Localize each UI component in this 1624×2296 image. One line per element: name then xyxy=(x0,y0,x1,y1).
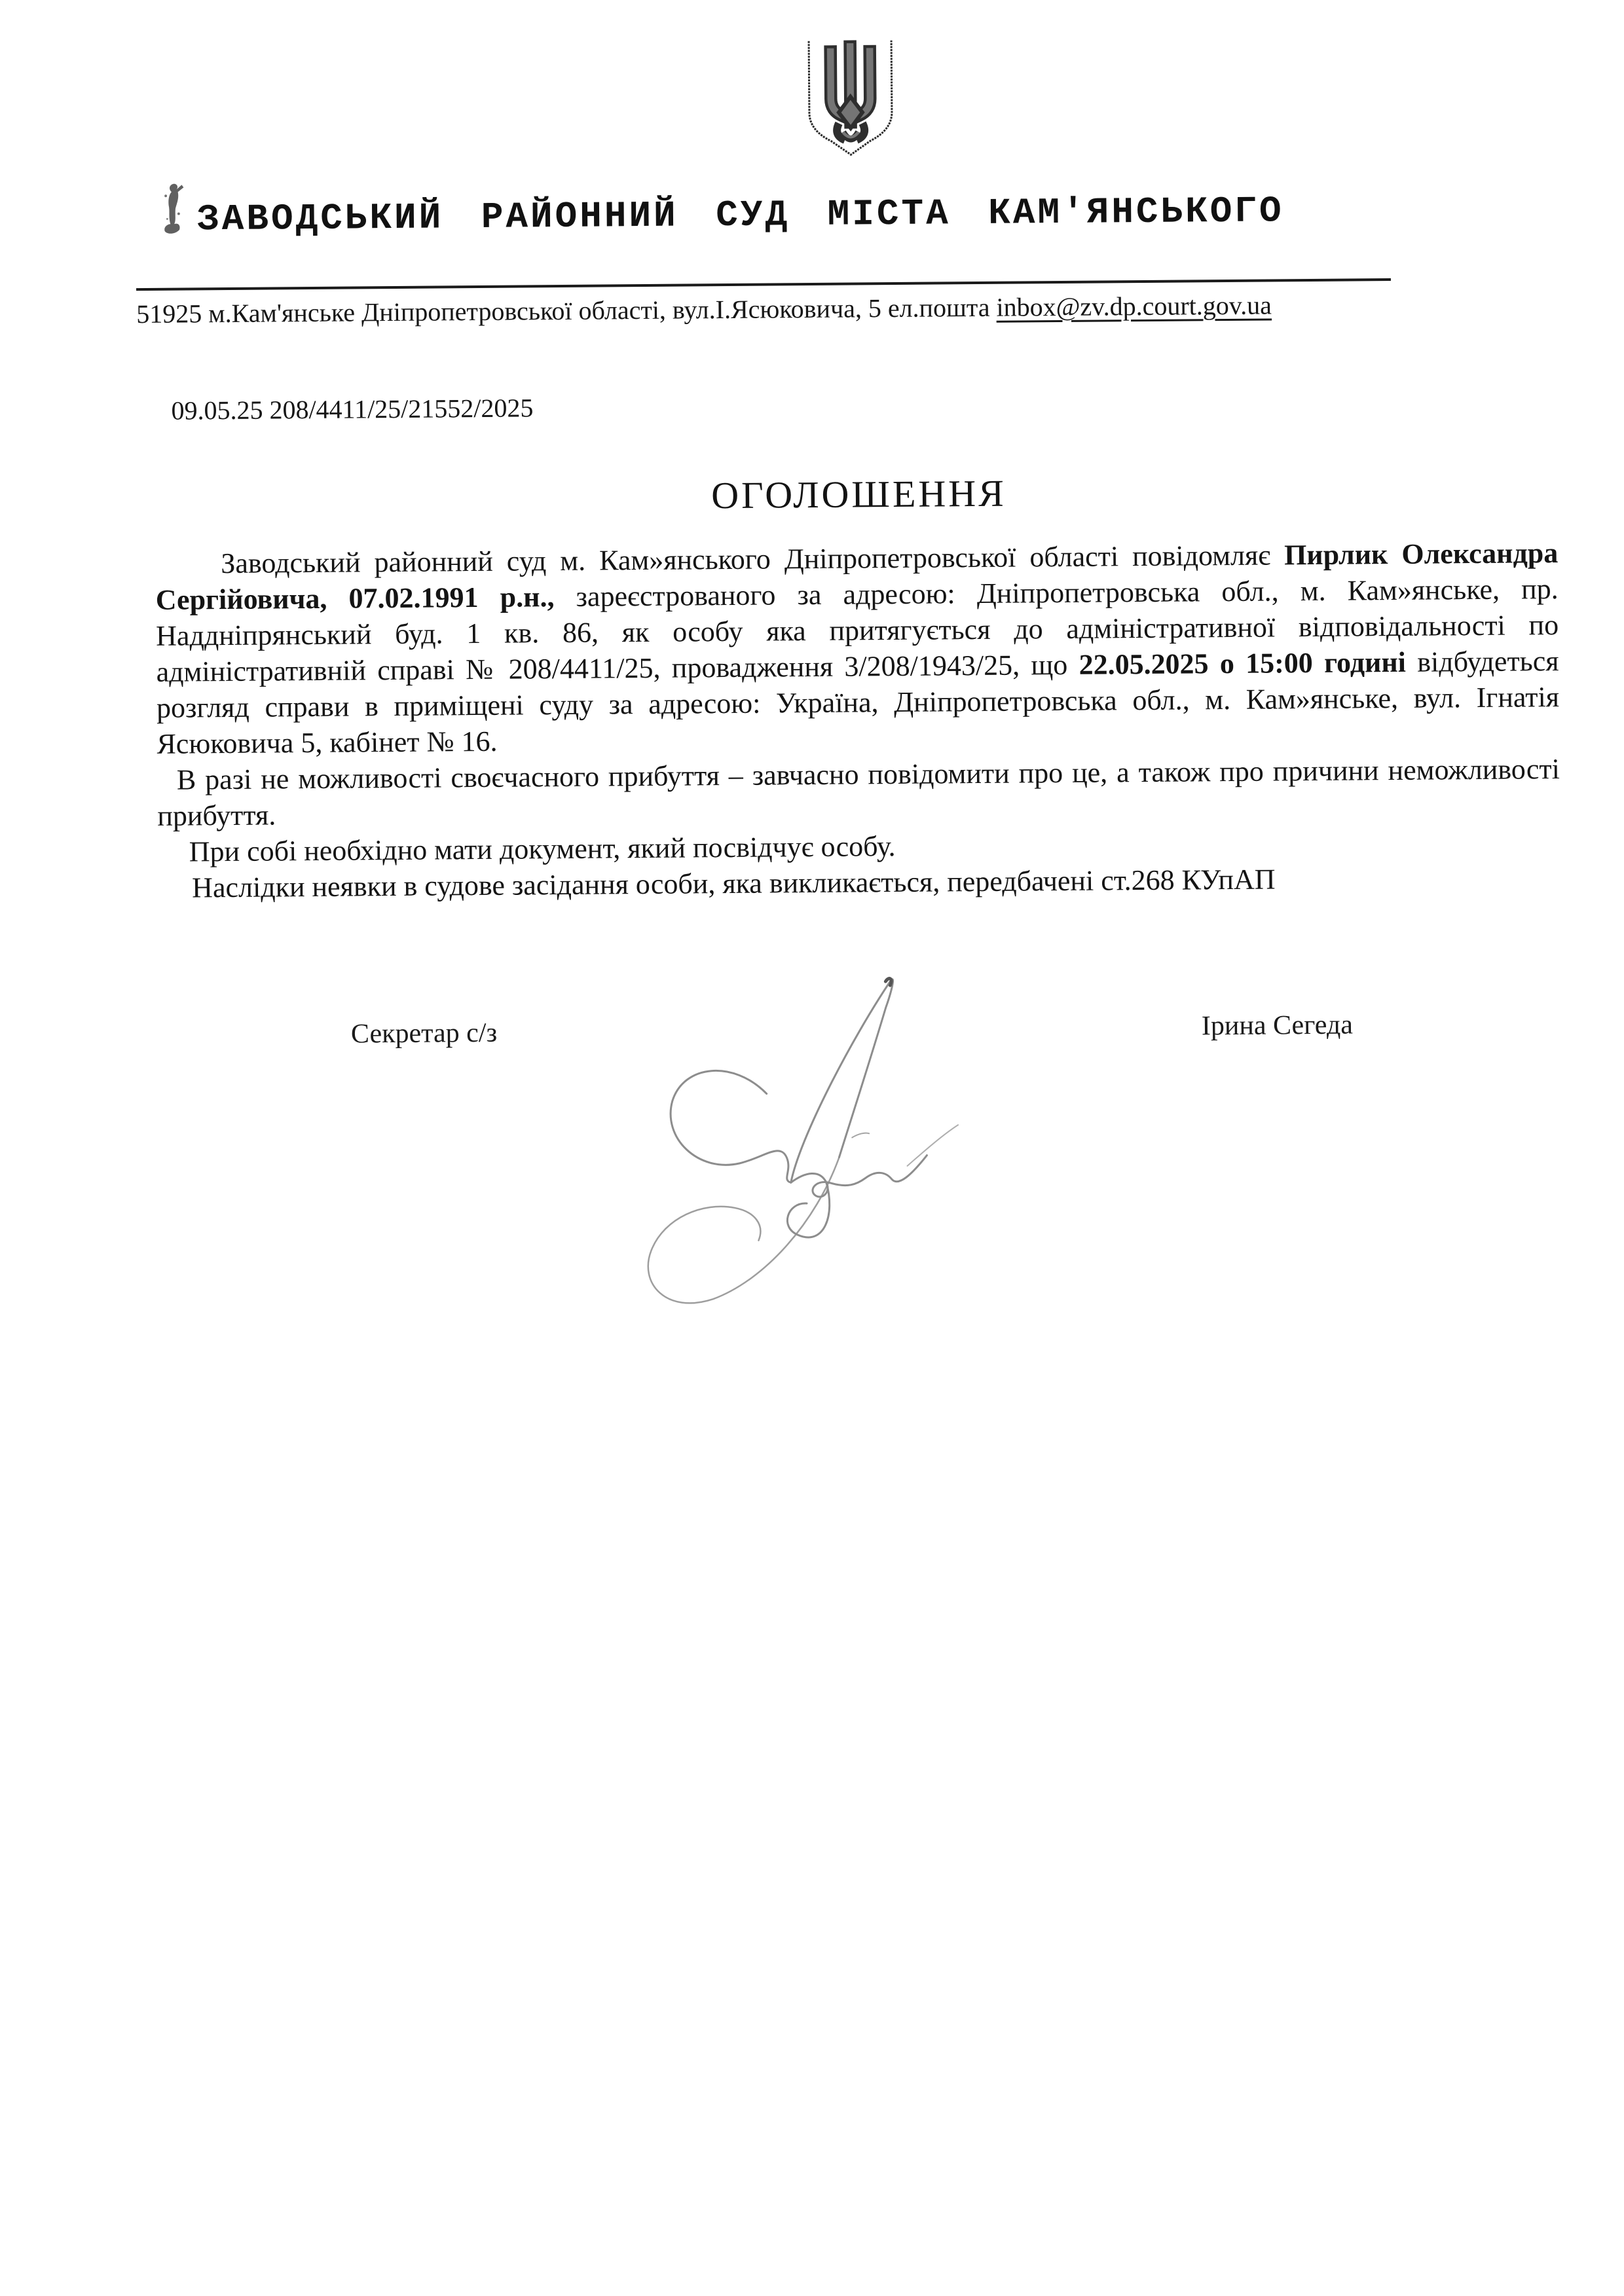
announcement-title: ОГОЛОШЕННЯ xyxy=(710,471,1007,517)
signer-name: Ірина Сегеда xyxy=(1201,1010,1354,1042)
email-address: inbox@zv.dp.court.gov.ua xyxy=(996,290,1272,322)
header-divider-line xyxy=(136,278,1391,291)
hearing-datetime-bold: 22.05.2025 о 15:00 годині xyxy=(1079,646,1407,681)
paragraph-segment: відбудеться розгляд справи в приміщені суду за адресою: Україна, Дніпропетровська обл., м. Кам»янське, вул. Ігнатія Ясюковича 5, кабінет № 16. xyxy=(156,645,1560,760)
ukraine-trident-emblem-icon xyxy=(801,37,900,161)
address-line xyxy=(136,287,1524,329)
secretary-role-label: Секретар с/з xyxy=(350,1017,498,1049)
defendant-name-bold: Пирлик Олександра Сергійовича, 07.02.1991 р.н., xyxy=(155,537,1559,616)
paragraph-id-document: При собі необхідно мати документ, який посвідчує особу. xyxy=(189,830,896,868)
themis-figurine-icon xyxy=(158,181,187,239)
letter-body xyxy=(155,535,1560,906)
court-name-heading: ЗАВОДСЬКИЙ РАЙОННИЙ СУД МІСТА КАМ'ЯНСЬКОГО xyxy=(196,190,1284,241)
paragraph-late-arrival-notice: В разі не можливості своєчасного прибуття – завчасно повідомити про це, а також про причини неможливості прибуття. xyxy=(157,753,1560,832)
paragraph-absence-consequences: Наслідки неявки в судове засідання особи, яка викликається, передбачені ст.268 КУпАП xyxy=(192,863,1276,904)
address-text: 51925 м.Кам'янське Дніпропетровської області, вул.І.Ясюковича, 5 ел.пошта xyxy=(136,292,997,329)
paragraph-main xyxy=(155,535,1560,762)
handwritten-signature xyxy=(555,940,964,1323)
reference-number: 09.05.25 208/4411/25/21552/2025 xyxy=(171,393,534,426)
paragraph-segment: зареєстрованого за адресою: Дніпропетровська обл., м. Кам»янське, пр. Наддніпрянський буд. 1 кв. 86, як особу яка притягується до адміністративної відповідальності по адміністративній справі № 208/4411/25, провадження 3/208/1943/25, що xyxy=(155,573,1559,688)
paragraph-segment: Заводський районний суд м. Кам»янського Дніпропетровської області повідомляє xyxy=(221,539,1285,580)
